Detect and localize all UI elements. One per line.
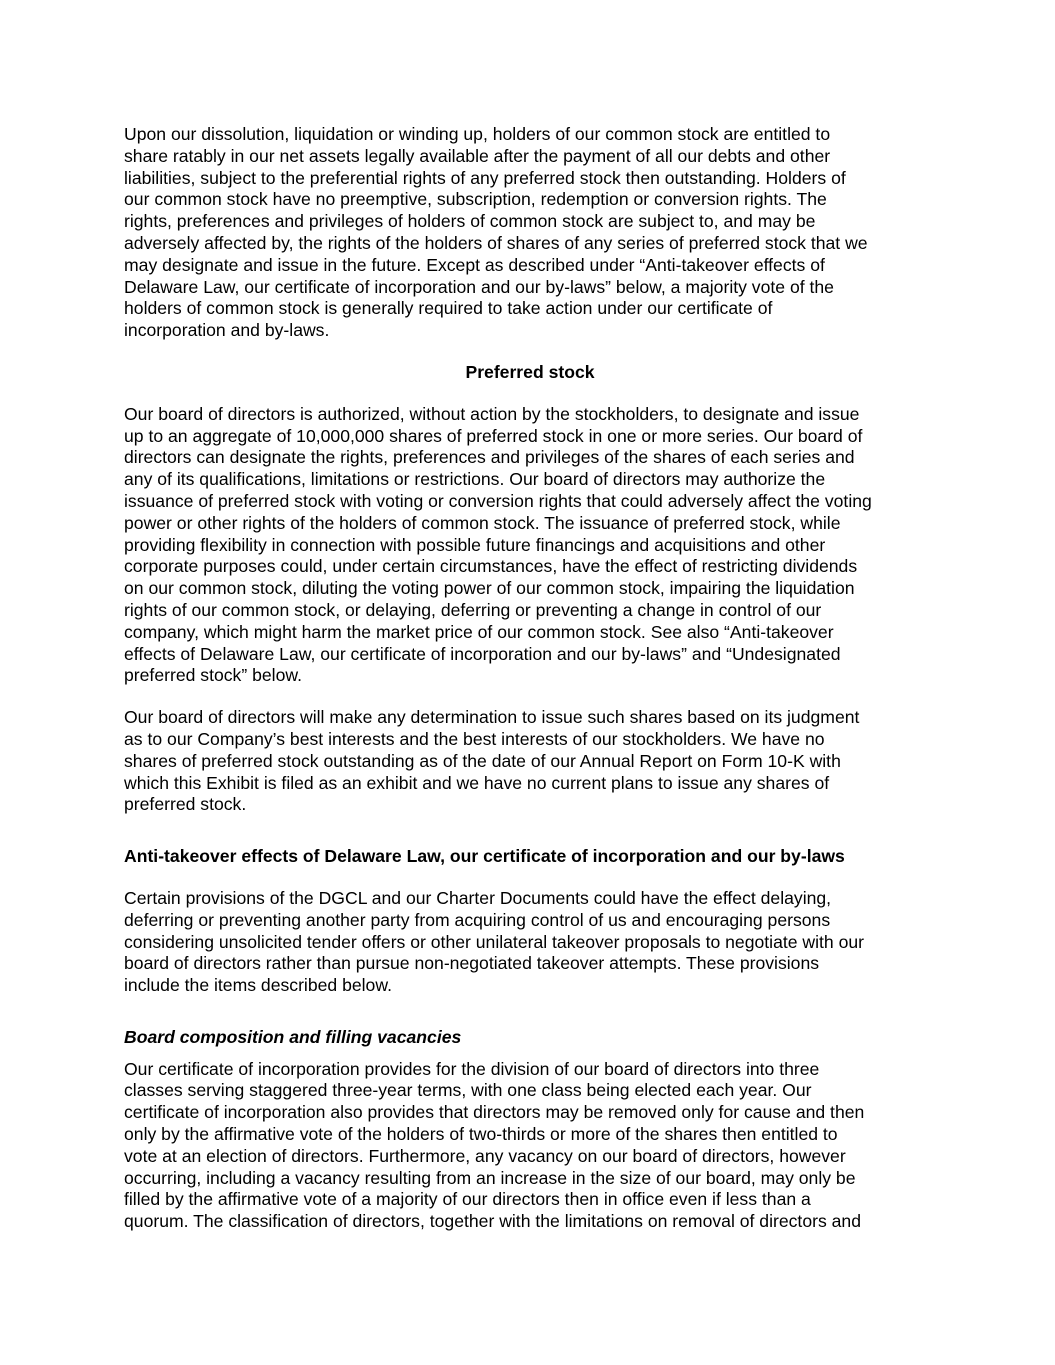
spacer	[124, 342, 936, 362]
document-page	[124, 124, 936, 1233]
paragraph-preferred-authorization: Our board of directors is authorized, without action by the stockholders, to designate and issue up to an aggregate of 10,000,000 shares of preferred stock in one or more series. Our board of directors can designate the rights, preferences and privileges of the shares of each series and any of its qualifications, limitations or restrictions. Our board of directors may authorize the issuance of preferred stock with voting or conversion rights that could adversely affect the voting power or other rights of the holders of common stock. The issuance of preferred stock, while providing flexibility in connection with possible future financings and acquisitions and other corporate purposes could, under certain circumstances, have the effect of restricting dividends on our common stock, diluting the voting power of our common stock, impairing the liquidation rights of our common stock, or delaying, deferring or preventing a change in control of our company, which might harm the market price of our common stock. See also “Anti-takeover effects of Delaware Law, our certificate of incorporation and our by-laws” and “Undesignated preferred stock” below.	[124, 403, 872, 686]
paragraph-dissolution: Upon our dissolution, liquidation or winding up, holders of our common stock are entitled to share ratably in our net assets legally available after the payment of all our debts and other liabilities, subject to the preferential rights of any preferred stock then outstanding. Holders of our common stock have no preemptive, subscription, redemption or conversion rights. The rights, preferences and privileges of holders of common stock are subject to, and may be adversely affected by, the rights of the holders of shares of any series of preferred stock that we may designate and issue in the future. Except as described under “Anti-takeover effects of Delaware Law, our certificate of incorporation and our by-laws” below, a majority vote of the holders of common stock is generally required to take action under our certificate of incorporation and by-laws.	[124, 124, 868, 341]
spacer	[124, 687, 936, 707]
paragraph-preferred-determination: Our board of directors will make any determination to issue such shares based on its judgment as to our Company’s best interests and the best interests of our stockholders. We have no shares of preferred stock outstanding as of the date of our Annual Report on Form 10-K with which this Exhibit is filed as an exhibit and we have no current plans to issue any shares of preferred stock.	[124, 707, 860, 815]
spacer	[124, 868, 936, 888]
paragraph-anti-takeover: Certain provisions of the DGCL and our Charter Documents could have the effect delaying, deferring or preventing another party from acquiring control of us and encouraging persons considering unsolicited tender offers or other unilateral takeover proposals to negotiate with our board of directors rather than pursue non-negotiated takeover attempts. These provisions include the items described below.	[124, 887, 865, 996]
spacer	[124, 1049, 936, 1059]
spacer	[124, 384, 936, 404]
spacer	[124, 816, 936, 846]
heading-preferred-stock: Preferred stock	[465, 361, 595, 382]
paragraph-board-composition: Our certificate of incorporation provides for the division of our board of directors into three classes serving staggered three-year terms, with one class being elected each year. Our certificate of incorporation also provides that directors may be removed only for cause and then only by the affirmative vote of the holders of two-thirds or more of the shares then entitled to vote at an election of directors. Furthermore, any vacancy on our board of directors, however occurring, including a vacancy resulting from an increase in the size of our board, may only be filled by the affirmative vote of a majority of our directors then in office even if less than a quorum. The classification of directors, together with the limitations on removal of directors and	[124, 1058, 865, 1232]
spacer	[124, 997, 936, 1027]
heading-board-composition: Board composition and filling vacancies	[124, 1026, 462, 1047]
heading-anti-takeover: Anti-takeover effects of Delaware Law, our certificate of incorporation and our by-laws	[124, 846, 845, 867]
